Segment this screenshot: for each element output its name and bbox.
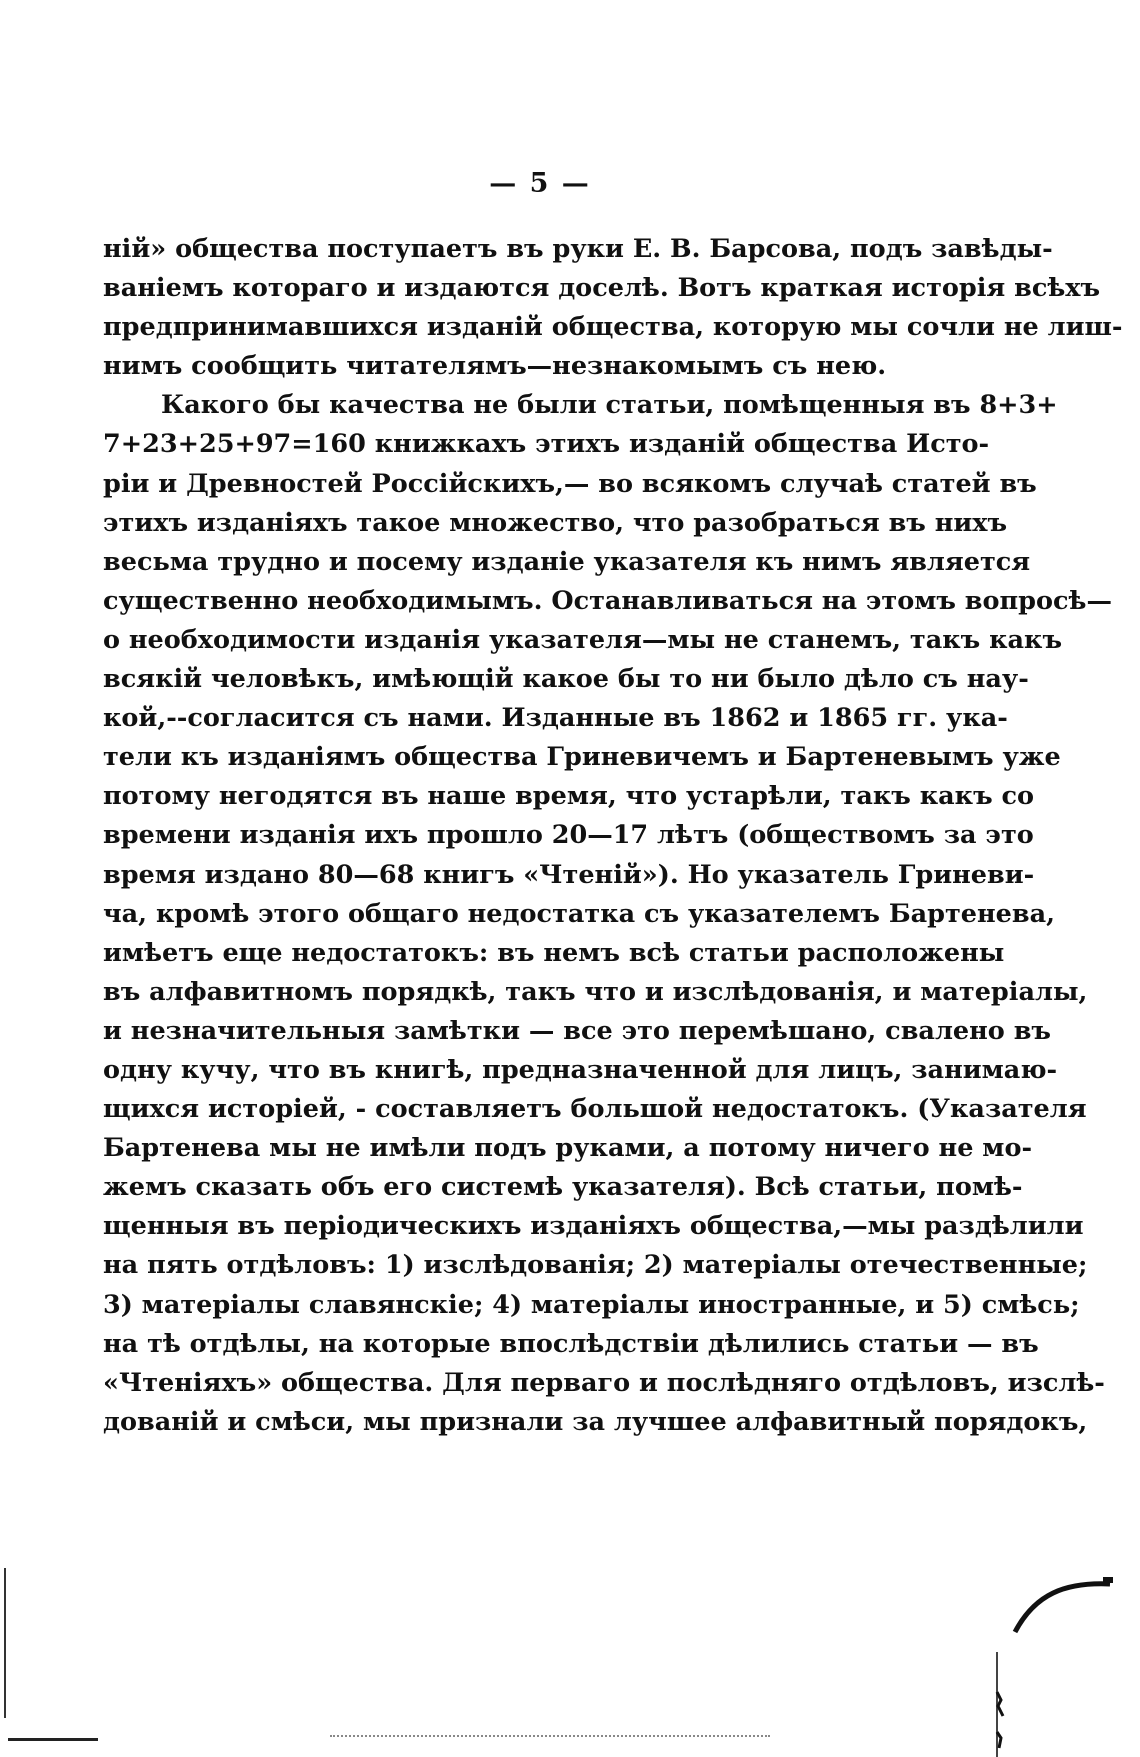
text-line: существенно необходимымъ. Останавливаться на этомъ вопросѣ— <box>103 585 1112 616</box>
text-line: предпринимавшихся изданій общества, которую мы сочли не лиш- <box>103 312 1123 343</box>
text-line: тели къ изданіямъ общества Гриневичемъ и Бартеневымъ уже <box>103 742 1061 773</box>
text-line: всякій человѣкъ, имѣющій какое бы то ни было дѣло съ нау- <box>103 664 1029 695</box>
text-line: ріи и Древностей Россійскихъ,— во всякомъ случаѣ статей въ <box>103 468 1037 499</box>
text-line: ча, кромѣ этого общаго недостатка съ указателемъ Бартенева, <box>103 898 1056 929</box>
text-line: времени изданія ихъ прошло 20—17 лѣтъ (обществомъ за это <box>103 820 1034 851</box>
text-line: дованій и смѣси, мы признали за лучшее алфавитный порядокъ, <box>103 1406 1088 1437</box>
text-line: ній» общества поступаетъ въ руки Е. В. Барсова, подъ завѣды- <box>103 234 1053 264</box>
text-line: нимъ сообщить читателямъ—незнакомымъ съ нею. <box>103 351 887 382</box>
text-line: 3) матеріалы славянскіе; 4) матеріалы иностранные, и 5) смѣсь; <box>103 1289 1080 1320</box>
scan-edge-mark <box>995 1572 1115 1757</box>
page-number: — 5 — <box>489 168 591 199</box>
scan-noise <box>330 1735 770 1745</box>
text-line: кой,--согласится съ нами. Изданные въ 1862 и 1865 гг. ука- <box>103 703 1008 734</box>
text-line: щенныя въ періодическихъ изданіяхъ общества,—мы раздѣлили <box>103 1211 1084 1242</box>
text-line: жемъ сказать объ его системѣ указателя). Всѣ статьи, помѣ- <box>103 1172 1023 1203</box>
text-line: 7+23+25+97=160 книжкахъ этихъ изданій общества Исто- <box>103 429 990 460</box>
text-line: Какого бы качества не были статьи, помѣщенныя въ 8+3+ <box>161 390 1058 421</box>
text-line: щихся исторіей, - составляетъ большой недостатокъ. (Указателя <box>103 1094 1087 1125</box>
text-line: имѣетъ еще недостатокъ: въ немъ всѣ статьи расположены <box>103 937 1005 968</box>
text-line: весьма трудно и посему изданіе указателя къ нимъ является <box>103 546 1031 577</box>
text-line: на пять отдѣловъ: 1) изслѣдованія; 2) матеріалы отечественные; <box>103 1250 1088 1281</box>
scan-edge-mark <box>4 1568 6 1718</box>
text-line: Бартенева мы не имѣли подъ руками, а потому ничего не мо- <box>103 1133 1033 1164</box>
text-line: и незначительныя замѣтки — все это перемѣшано, свалено въ <box>103 1015 1051 1046</box>
body-text <box>103 230 1123 1442</box>
text-line: «Чтеніяхъ» общества. Для перваго и послѣдняго отдѣловъ, изслѣ- <box>103 1367 1105 1398</box>
text-line: ваніемъ котораго и издаются доселѣ. Вотъ краткая исторія всѣхъ <box>103 273 1101 304</box>
text-line: потому негодятся въ наше время, что устарѣли, такъ какъ со <box>103 781 1035 812</box>
text-line: въ алфавитномъ порядкѣ, такъ что и изслѣдованія, и матеріалы, <box>103 976 1088 1007</box>
text-line: одну кучу, что въ книгѣ, предназначенной для лицъ, занимаю- <box>103 1054 1058 1085</box>
text-line: время издано 80—68 книгъ «Чтеній»). Но указатель Гриневи- <box>103 859 1035 890</box>
text-line: этихъ изданіяхъ такое множество, что разобраться въ нихъ <box>103 507 1008 538</box>
text-line: о необходимости изданія указателя—мы не станемъ, такъ какъ <box>103 624 1063 655</box>
text-line: на тѣ отдѣлы, на которые впослѣдствіи дѣлились статьи — въ <box>103 1328 1039 1359</box>
scan-edge-mark <box>8 1738 98 1741</box>
